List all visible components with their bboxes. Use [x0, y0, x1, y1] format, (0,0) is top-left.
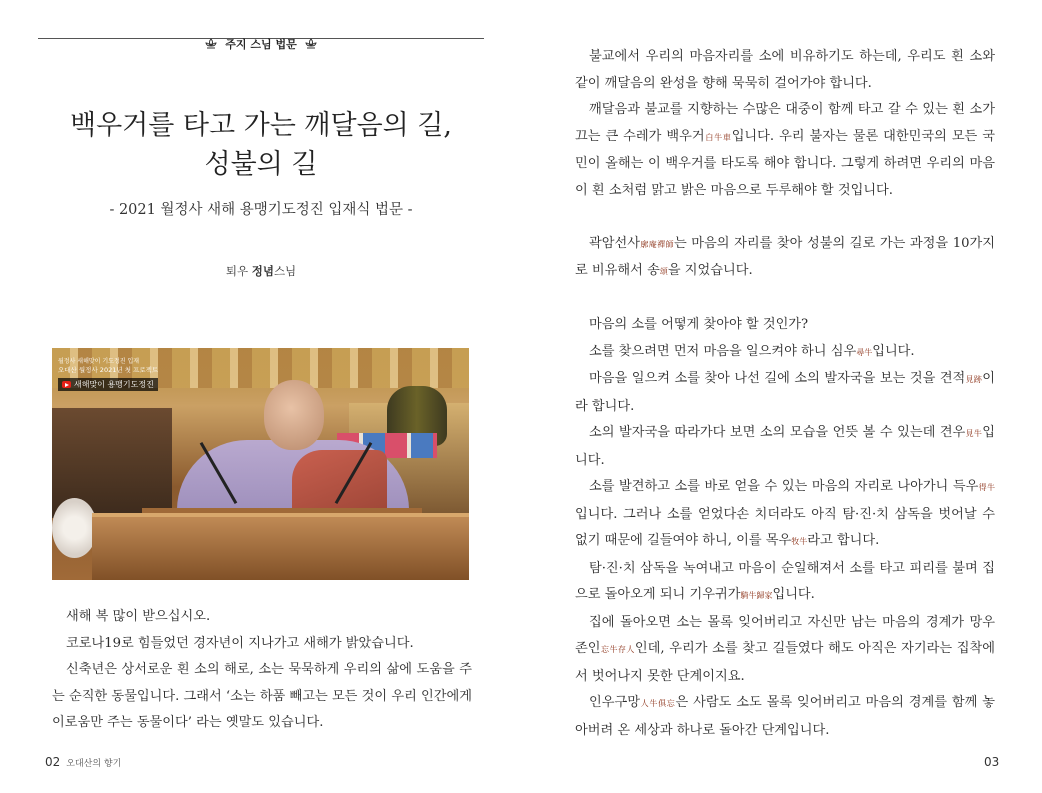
- paragraph: [575, 312, 995, 339]
- page-number: 02: [45, 755, 61, 769]
- hanja-annotation: 見跡: [965, 375, 983, 384]
- photo-badge-text: 새해맞이 용맹기도정진: [74, 380, 154, 389]
- paragraph-gap: [575, 286, 995, 313]
- hanja-annotation: 得牛: [978, 483, 995, 492]
- paragraph-text: 을 지었습니다.: [667, 263, 753, 278]
- paragraph: 신축년은 상서로운 흰 소의 해로, 소는 묵묵하게 우리의 삶에 도움을 주는 순직한 동물입니다. 그래서 ‘소는 하품 빼고는 모든 것이 우리 인간에게 이로움만 주는 동물이다’ 라는 옛말도 있습니다.: [52, 662, 472, 730]
- article-subtitle: - 2021 월정사 새해 용맹기도정진 입재식 법문 -: [109, 202, 413, 218]
- paragraph-text: 인데, 우리가 소를 찾고 길들였다 해도 아직은 자기라는 집착에서 벗어나지 못한 단계이지요.: [575, 641, 995, 684]
- author-name: 정념: [251, 264, 274, 278]
- paragraph-text: 입니다. 그러나 소를 얻었다손 치더라도 아직 탐·진·치 삼독을 벗어날 수 없기 때문에 길들여야 하니, 이를 목우: [575, 506, 995, 548]
- hanja-annotation: 忘牛存人: [600, 645, 635, 654]
- paragraph: 새해 복 많이 받으십시오.: [66, 609, 211, 624]
- paragraph-text: 소를 발견하고 소를 바로 얻을 수 있는 마음의 자리로 나아가니 득우: [589, 479, 979, 494]
- author-suffix: 스님: [273, 264, 297, 278]
- paragraph: [575, 556, 995, 610]
- section-tag-label: 주지 스님 법문: [225, 38, 297, 51]
- hanja-annotation: 廓庵禪師: [639, 239, 674, 249]
- paragraph-text: 입니다.: [872, 343, 915, 359]
- youtube-icon: [62, 381, 71, 388]
- lotus-icon: [205, 38, 217, 50]
- paragraph-text: 인우구망: [589, 695, 640, 710]
- photo-caption-top: 월정사 새해맞이 기도정진 입재: [58, 358, 140, 365]
- paragraph: 코로나19로 힘들었던 경자년이 지나가고 새해가 밝았습니다.: [66, 635, 414, 651]
- paragraph-text: 은 사람도 소도 몰록 잊어버리고 마음의 경계를 함께 놓아버려 온 세상과 하나로 돌아간 단계입니다.: [575, 695, 996, 738]
- left-body-text: [52, 604, 472, 737]
- photo-caption-sub: 오대산 월정사 2021년 첫 프로젝트: [58, 366, 159, 374]
- photo-monk-head: [264, 380, 324, 450]
- paragraph: [575, 231, 995, 286]
- page-number: 03: [984, 755, 1000, 769]
- paragraph-text: 입니다.: [772, 587, 815, 602]
- paragraph: [575, 690, 995, 744]
- hanja-annotation: 白牛車: [704, 132, 732, 142]
- paragraph-text: 소의 발자국을 따라가다 보면 소의 모습을 언뜻 볼 수 있는데 견우: [589, 425, 966, 440]
- right-body-text: [575, 44, 995, 744]
- paragraph-text: 불교에서 우리의 마음자리를 소에 비유하기도 하는데, 우리도 흰 소와 같이 깨달음의 완성을 향해 묵묵히 걸어가야 합니다.: [575, 49, 995, 91]
- photo-video-badge: [58, 378, 158, 391]
- paragraph-text: 소를 찾으려면 먼저 마음을 일으켜야 하니 심우: [589, 343, 857, 359]
- author-line: [38, 263, 484, 279]
- paragraph-text: 는 마음의 자리를 찾아 성불의 길로 가는 과정을 10가지로 비유해서 송: [575, 235, 995, 278]
- paragraph: [575, 610, 995, 691]
- paragraph-text: 탐·진·치 삼독을 녹여내고 마음이 순일해져서 소를 타고 피리를 불며 집으로 돌아오게 되니 기우귀가: [575, 560, 995, 602]
- paragraph: [575, 44, 995, 97]
- paragraph-text: 마음을 일으켜 소를 찾아 나선 길에 소의 발자국을 보는 것을 견적: [589, 371, 966, 386]
- hanja-annotation: 騎牛歸家: [740, 591, 773, 600]
- publication-name: 오대산의 향기: [66, 759, 122, 769]
- paragraph: [575, 97, 995, 204]
- article-title: [38, 106, 484, 184]
- article-title-line2: 성불의 길: [204, 149, 318, 180]
- author-prefix: 퇴우: [225, 264, 249, 278]
- section-header: [38, 36, 484, 52]
- photo-flowers: [52, 498, 97, 558]
- paragraph-gap: [575, 204, 995, 231]
- hanja-annotation: 人牛俱忘: [639, 699, 676, 708]
- lotus-icon: [305, 38, 317, 50]
- article-title-line1: 백우거를 타고 가는 깨달음의 길,: [70, 110, 452, 141]
- paragraph-text: 입니다.: [575, 425, 995, 468]
- paragraph-text: 라고 합니다.: [807, 533, 880, 548]
- paragraph-text: 집에 돌아오면 소는 몰록 잊어버리고 자신만 남는 마음의 경계가 망우존인: [575, 614, 995, 656]
- hanja-annotation: 尋牛: [856, 347, 873, 357]
- paragraph: [575, 366, 995, 420]
- sermon-photo: [52, 348, 469, 580]
- paragraph: [575, 339, 995, 367]
- paragraph-text: 깨달음과 불교를 지향하는 수많은 대중이 함께 타고 갈 수 있는 흰 소가 끄는 큰 수레가 백우거: [575, 102, 995, 144]
- photo-podium: [92, 513, 469, 580]
- paragraph-text: 입니다. 우리 불자는 물론 대한민국의 모든 국민이 올해는 이 백우거를 타도록 해야 합니다. 그렇게 하려면 우리의 마음이 흰 소처럼 맑고 밝은 마음으로 두루해야 할 것입니다.: [575, 128, 995, 198]
- hanja-annotation: 牧牛: [791, 537, 808, 546]
- hanja-annotation: 頌: [659, 267, 668, 276]
- paragraph: [575, 474, 995, 556]
- paragraph-text: 곽암선사: [589, 235, 640, 251]
- hanja-annotation: 見牛: [965, 429, 983, 438]
- paragraph-text: 이라 합니다.: [575, 371, 995, 414]
- paragraph: [575, 420, 995, 474]
- paragraph-text: 마음의 소를 어떻게 찾아야 할 것인가?: [589, 317, 809, 332]
- left-folio: [45, 755, 121, 769]
